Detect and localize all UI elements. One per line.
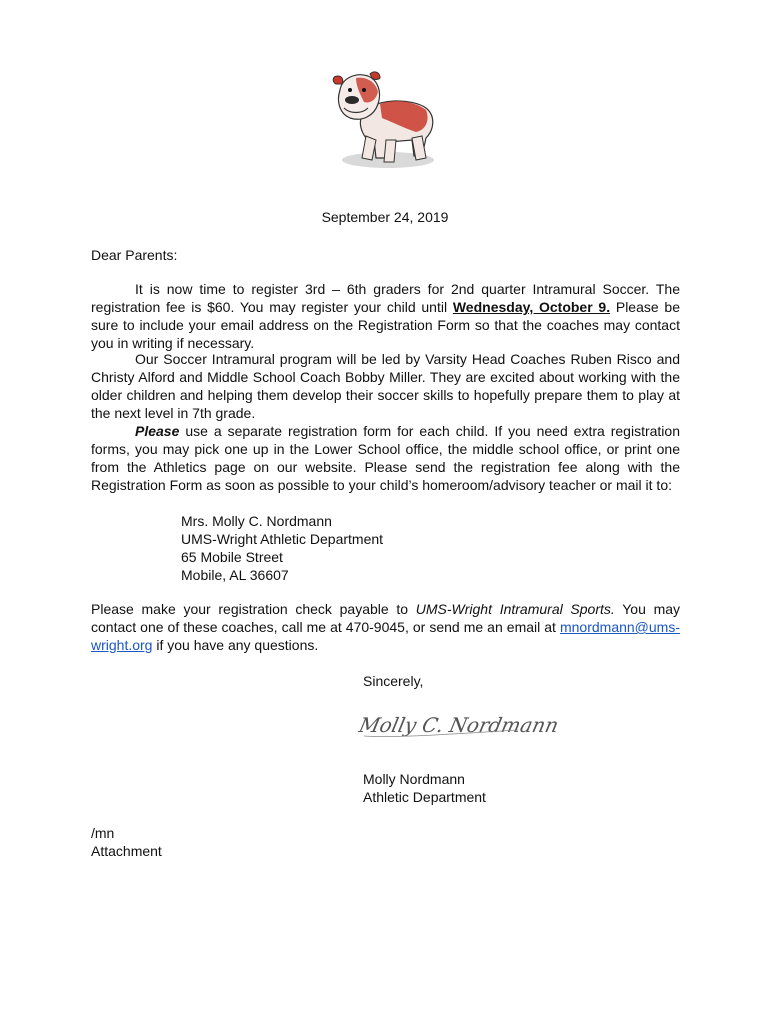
paragraph-text: Please be sure to include your email address on the Registration Form so that the coaches may contact you in writing if necessary. xyxy=(91,299,680,351)
emphasis-please: Please xyxy=(135,423,180,439)
letter-date: September 24, 2019 xyxy=(321,209,449,225)
bulldog-mascot-icon xyxy=(326,68,446,170)
signature-script: Molly C. Nordmann xyxy=(356,713,561,737)
paragraph-text: Our Soccer Intramural program will be led by Varsity Head Coaches Ruben Risco and Christy Alford and Middle School Coach Bobby Miller. They are excited about working with the older children and helping them develop their soccer skills to hopefully prepare them to play at the next level in 7th grade. xyxy=(91,351,680,421)
deadline-date: Wednesday, October 9. xyxy=(452,299,611,315)
paragraph-text: It is now time to register 3rd – 6th graders for 2nd quarter Intramural Soccer. The registration fee is $60. You may register your child until xyxy=(91,281,680,315)
paragraph-payment xyxy=(91,600,680,654)
typist-initials: /mn xyxy=(91,825,115,841)
signer-block xyxy=(363,770,486,806)
address-line: UMS-Wright Athletic Department xyxy=(181,531,384,547)
paragraph-text: Please make your registration check payable to xyxy=(91,601,416,617)
paragraph-text: use a separate registration form for each child. If you need extra registration forms, you may pick one up in the Lower School office, the middle school office, or print one from the Athletics page on our website. Please send the registration fee along with the Registration Form as soon as possible to your child’s homeroom/advisory teacher or mail it to: xyxy=(91,423,680,493)
handwritten-signature xyxy=(356,704,561,744)
payee-name: UMS-Wright Intramural Sports. xyxy=(415,601,615,617)
mailing-address xyxy=(181,512,383,584)
salutation: Dear Parents: xyxy=(91,247,178,263)
paragraph-coaches xyxy=(91,350,680,422)
address-line: 65 Mobile Street xyxy=(181,549,283,565)
attachment-note: Attachment xyxy=(91,843,162,859)
paragraph-text: if you have any questions. xyxy=(152,637,319,653)
reference-block xyxy=(91,824,162,860)
email-link[interactable]: mnordmann@ums-wright.org xyxy=(91,619,680,653)
paragraph-forms xyxy=(91,422,680,494)
paragraph-registration xyxy=(91,280,680,352)
signer-name: Molly Nordmann xyxy=(363,771,465,787)
address-line: Mobile, AL 36607 xyxy=(181,567,289,583)
signer-department: Athletic Department xyxy=(363,789,486,805)
closing: Sincerely, xyxy=(363,673,424,689)
address-line: Mrs. Molly C. Nordmann xyxy=(181,513,332,529)
paragraph-text: You may contact one of these coaches, call me at 470-9045, or send me an email at xyxy=(91,601,681,635)
